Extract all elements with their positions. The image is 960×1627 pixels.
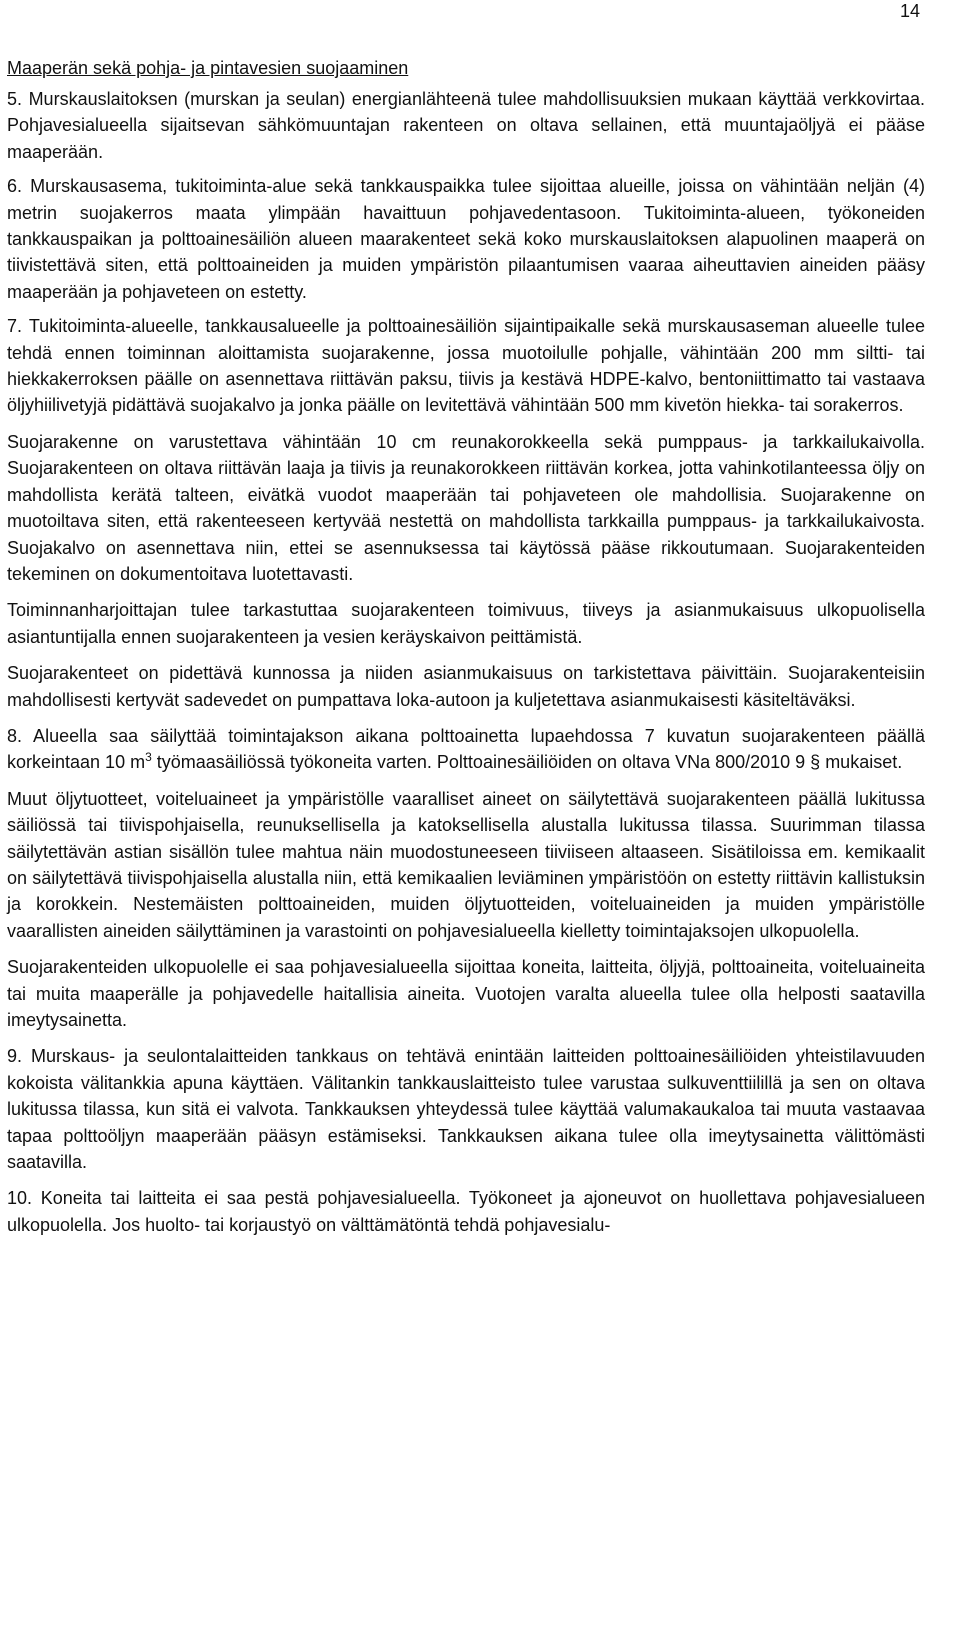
paragraph-6: 6. Murskausasema, tukitoiminta-alue sekä tankkauspaikka tulee sijoittaa alueille, joissa on vähintään neljän (4) metrin suojakerros maata ylimpään havaittuun pohjavedentasoon. Tukitoiminta-alueen, työkoneiden tankkauspaikan ja polttoainesäiliön alueen maarakenteet sekä koko murskauslaitoksen alapuolinen maaperä on tiivistettävä siten, että polttoaineiden ja muiden ympäristön pilaantumisen vaaraa aiheuttavien aineiden pääsy maaperään ja pohjaveteen on estetty. bbox=[7, 176, 925, 302]
paragraph-9: 9. Murskaus- ja seulontalaitteiden tankkaus on tehtävä enintään laitteiden polttoainesäiliöiden yhteistilavuuden kokoista välitankkia apuna käyttäen. Välitankin tankkauslaitteisto tulee varustaa sulkuventtiilillä ja sen on oltava lukitussa tilassa, kun sitä ei valvota. Tankkauksen yhteydessä tulee käyttää valumakaukaloa tai muuta vastaavaa tapaa polttoöljyn maaperään pääsyn estämiseksi. Tankkauksen aikana tulee olla imeytysainetta välittömästi saatavilla. bbox=[7, 1046, 925, 1173]
section-heading: Maaperän sekä pohja- ja pintavesien suojaaminen bbox=[7, 58, 409, 78]
cubic-superscript: 3 bbox=[145, 750, 152, 765]
paragraph-8-text-after: työmaasäiliössä työkoneita varten. Polttoainesäiliöiden on oltava VNa 800/2010 9 § mukaiset. bbox=[151, 752, 903, 773]
page-number: 14 bbox=[899, 1, 920, 21]
paragraph-8-storage: Muut öljytuotteet, voiteluaineet ja ympäristölle vaaralliset aineet on säilytettävä suojarakenteen päällä lukitussa säiliössä tai tiivispohjaisella, reunuksellisella ja katoksellisella alustalla lukitussa tilassa. Suurimman tilassa säilytettävän astian sisällön tulee mahtua näin muodostuneeseen tiiviiseen altaaseen. Sisätiloissa em. kemikaalit on säilytettävä tiivispohjaisella alustalla niin, että kemikaalien leviäminen ympäristöön on estetty riittävin kallistuksin ja korokkein. Nestemäisten polttoaineiden, muiden öljytuotteiden, voiteluaineiden ja muiden ympäristölle vaarallisten aineiden säilyttäminen ja varastointi on pohjavesialueella kielletty toimintajaksojen ulkopuolella. bbox=[7, 788, 925, 941]
paragraph-8 bbox=[7, 723, 925, 776]
paragraph-8-outside-structures: Suojarakenteiden ulkopuolelle ei saa pohjavesialueella sijoittaa koneita, laitteita, öljyjä, polttoaineita, voiteluaineita tai muita maaperälle ja pohjavedelle haitallisia aineita. Vuotojen varalta alueella tulee olla helposti saatavilla imeytysainetta. bbox=[7, 957, 925, 1030]
paragraph-7-maintenance: Suojarakenteet on pidettävä kunnossa ja niiden asianmukaisuus on tarkistettava päivittäin. Suojarakenteisiin mahdollisesti kertyvät sadevedet on pumpattava loka-autoon ja kuljetettava asianmukaisesti käsiteltäväksi. bbox=[7, 663, 925, 710]
document-body bbox=[7, 55, 925, 1248]
paragraph-10: 10. Koneita tai laitteita ei saa pestä pohjavesialueella. Työkoneet ja ajoneuvot on huollettava pohjavesialueen ulkopuolella. Jos huolto- tai korjaustyö on välttämätöntä tehdä pohjavesialu- bbox=[7, 1188, 925, 1235]
paragraph-7: 7. Tukitoiminta-alueelle, tankkausalueelle ja polttoainesäiliön sijaintipaikalle sekä murskausaseman alueelle tulee tehdä ennen toiminnan aloittamista suojarakenne, jossa muotoilulle pohjalle, vähintään 200 mm siltti- tai hiekkakerroksen päälle on asennettava riittävän paksu, tiivis ja kestävä HDPE-kalvo, bentoniittimatto tai vastaava öljyhiilivetyjä pidättävä suojakalvo ja jonka päälle on levitettävä vähintään 500 mm kivetön hiekka- tai sorakerros. bbox=[7, 316, 925, 416]
paragraph-7-inspection: Toiminnanharjoittajan tulee tarkastuttaa suojarakenteen toimivuus, tiiveys ja asianmukaisuus ulkopuolisella asiantuntijalla ennen suojarakenteen ja vesien keräyskaivon peittämistä. bbox=[7, 600, 925, 647]
paragraph-5: 5. Murskauslaitoksen (murskan ja seulan) energianlähteenä tulee mahdollisuuksien mukaan käyttää verkkovirtaa. Pohjavesialueella sijaitsevan sähkömuuntajan rakenteen on oltava sellainen, että muuntajaöljyä ei pääse maaperään. bbox=[7, 89, 925, 162]
paragraph-7-protective-structure: Suojarakenne on varustettava vähintään 10 cm reunakorokkeella sekä pumppaus- ja tarkkailukaivolla. Suojarakenteen on oltava riittävän laaja ja tiivis ja reunakorokkeen riittävän korkea, jotta vahinkotilanteessa öljy on mahdollista kerätä talteen, eivätkä vuodot maaperään tai pohjaveteen ole mahdollisia. Suojarakenne on muotoiltava siten, että rakenteeseen kertyvää nestettä on mahdollista tarkkailla pumppaus- ja tarkkailukaivosta. Suojakalvo on asennettava niin, ettei se asennuksessa tai käytössä pääse rikkoutumaan. Suojarakenteiden tekeminen on dokumentoitava luotettavasti. bbox=[7, 431, 925, 584]
paragraph-8-text-before: 8. Alueella saa säilyttää toimintajakson aikana polttoainetta lupaehdossa 7 kuvatun suojarakenteen päällä korkeintaan 10 m bbox=[7, 725, 925, 773]
